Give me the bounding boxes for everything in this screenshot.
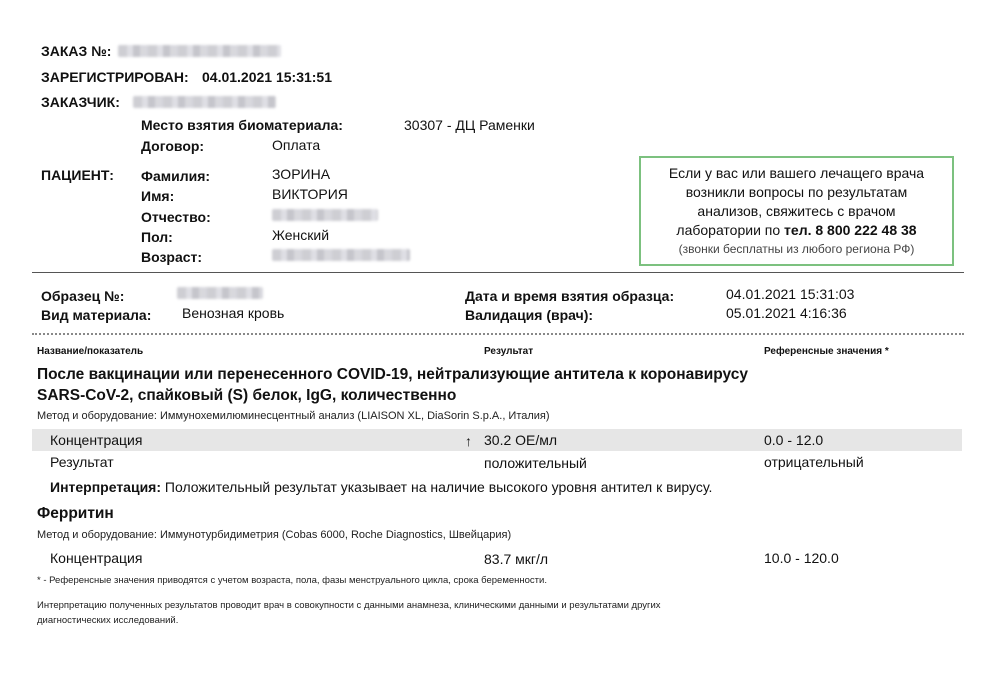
footnote-reference: * - Референсные значения приводятся с учетом возраста, пола, фазы менструального цикла, срока беременности. [37,575,547,586]
biomaterial-place-value: 30307 - ДЦ Раменки [404,117,535,133]
test1-method: Метод и оборудование: Иммунохемилюминесцентный анализ (LIAISON XL, DiaSorin S.p.A., Италия) [37,410,550,422]
contract-value: Оплата [272,137,321,153]
surname-value: ЗОРИНА [272,166,331,182]
sample-number-label: Образец №: [41,288,125,304]
name-value: ВИКТОРИЯ [272,186,348,202]
footnote-interpretation-line1: Интерпретацию полученных результатов проводит врач в совокупности с данными анамнеза, клиническими данными и результатами других [37,600,661,611]
interpretation-text: Положительный результат указывает на наличие высокого уровня антител к вирусу. [164,479,713,495]
name-label: Имя: [141,188,175,204]
high-flag-arrow-icon: ↑ [465,433,472,449]
validation-value: 05.01.2021 4:16:36 [726,305,847,321]
collected-label: Дата и время взятия образца: [465,288,675,304]
column-header-reference: Референсные значения * [764,346,889,357]
order-number-label: ЗАКАЗ №: [41,43,112,59]
test1-row1-name: Концентрация [50,432,143,448]
test1-row2-ref: отрицательный [764,454,864,470]
order-number-redacted [118,45,281,57]
test1-row1-result: 30.2 ОЕ/мл [484,432,558,448]
biomaterial-place-label: Место взятия биоматериала: [141,117,343,133]
info-line-1: Если у вас или вашего лечащего врача [668,165,925,181]
column-header-name: Название/показатель [37,346,144,357]
divider-solid [32,272,964,273]
contract-label: Договор: [141,138,205,154]
patronymic-label: Отчество: [141,209,211,225]
surname-label: Фамилия: [141,168,211,184]
registered-value: 04.01.2021 15:31:51 [202,69,332,85]
customer-label: ЗАКАЗЧИК: [41,94,120,110]
sample-number-redacted [177,287,263,299]
test2-row1-result: 83.7 мкг/л [484,551,549,567]
age-redacted [272,249,410,261]
test1-interpretation [50,479,712,495]
collected-value: 04.01.2021 15:31:03 [726,286,855,302]
customer-redacted [133,96,276,108]
test1-row1-ref: 0.0 - 12.0 [764,432,824,448]
material-label: Вид материала: [41,307,152,323]
contact-info-box [639,156,954,266]
test2-method: Метод и оборудование: Иммунотурбидиметрия (Cobas 6000, Roche Diagnostics, Швейцария) [37,529,512,541]
age-label: Возраст: [141,249,203,265]
test1-title-line1: После вакцинации или перенесенного COVID-19, нейтрализующие антитела к коронавирусу [37,366,749,383]
material-value: Венозная кровь [182,305,285,321]
validation-label: Валидация (врач): [465,307,594,323]
info-line-5: (звонки бесплатны из любого региона РФ) [678,242,915,256]
footnote-interpretation-line2: диагностических исследований. [37,615,179,626]
test2-row1-name: Концентрация [50,550,143,566]
test2-row1-ref: 10.0 - 120.0 [764,550,839,566]
test1-title-line2: SARS-CoV-2, спайковый (S) белок, IgG, количественно [37,387,457,404]
divider-dotted [32,333,964,335]
info-line-2: возникли вопросы по результатам [685,184,908,200]
phone-number: тел. 8 800 222 48 38 [784,222,917,238]
patient-label: ПАЦИЕНТ: [41,167,114,183]
interpretation-label: Интерпретация: [50,479,162,495]
patronymic-redacted [272,209,378,221]
gender-label: Пол: [141,229,173,245]
info-line-4 [641,221,952,240]
gender-value: Женский [272,227,330,243]
test1-row2-result: положительный [484,455,587,471]
registered-label: ЗАРЕГИСТРИРОВАН: [41,69,189,85]
test1-row2-name: Результат [50,454,114,470]
info-line-3: анализов, свяжитесь с врачом [697,203,896,219]
info-line-4-prefix: лаборатории по [676,222,781,238]
test2-title: Ферритин [37,505,114,522]
column-header-result: Результат [484,346,534,357]
